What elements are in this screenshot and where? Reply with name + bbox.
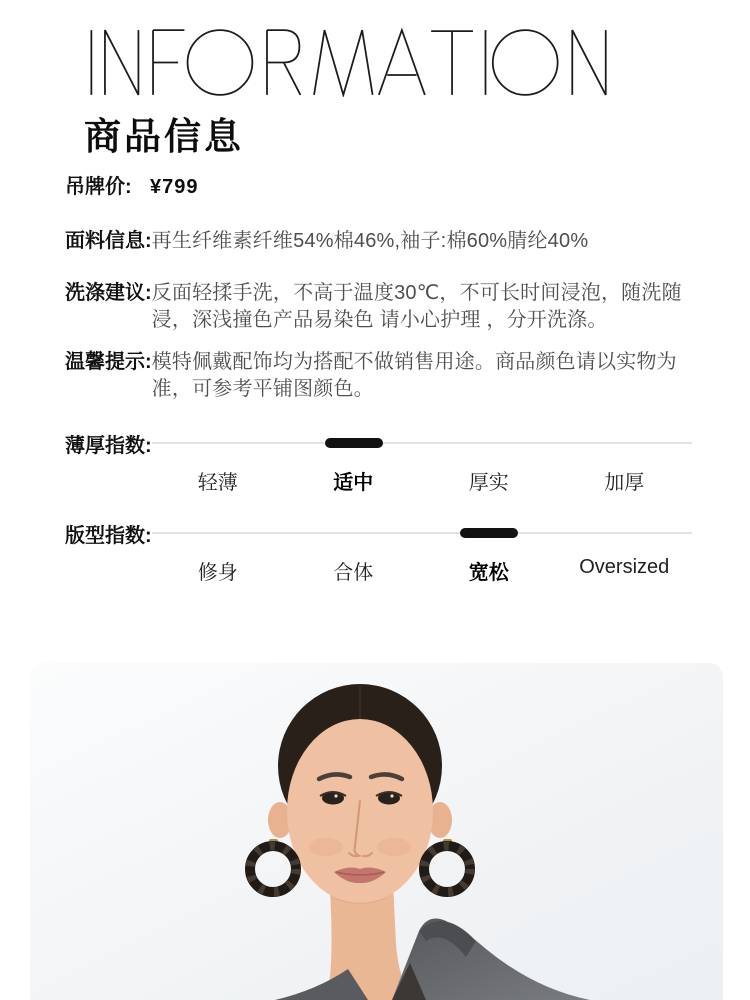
headline-en (86, 28, 609, 102)
info-rows (65, 174, 692, 428)
slider-active-bar (325, 438, 383, 448)
info-row (65, 174, 692, 201)
slider-line (152, 532, 692, 534)
slider-option: 厚实 (468, 472, 509, 494)
slider-option: 加厚 (604, 472, 645, 494)
slider-line (152, 442, 692, 444)
slider-option: 适中 (333, 472, 374, 494)
info-row (65, 280, 692, 334)
slider-label: 薄厚指数: (65, 434, 152, 457)
slider-option: 修身 (197, 562, 238, 584)
info-row-value: 模特佩戴配饰均为搭配不做销售用途。商品颜色请以实物为准，可参考平铺图颜色。 (151, 351, 677, 400)
slider-options (150, 556, 692, 585)
info-row-label: 洗涤建议: (65, 282, 152, 304)
slider-active-bar (460, 528, 518, 538)
slider-track (152, 528, 692, 538)
info-row-value: 再生纤维素纤维54%棉46%,袖子:棉60%腈纶40% (151, 230, 589, 252)
model-photo (30, 663, 723, 1000)
index-slider (65, 519, 692, 585)
info-row-label: 温馨提示: (65, 351, 152, 373)
info-row-label: 吊牌价: (65, 176, 132, 198)
index-slider (65, 429, 692, 495)
slider-options (150, 466, 692, 495)
info-row-value: 反面轻揉手洗，不高于温度30℃，不可长时间浸泡，随洗随浸，深浅撞色产品易染色 请小心护理 ，分开洗涤。 (151, 282, 682, 331)
info-row-label: 面料信息: (65, 230, 152, 252)
info-row (65, 228, 692, 255)
slider-option: 轻薄 (197, 472, 238, 494)
slider-label: 版型指数: (65, 524, 152, 547)
index-sliders (65, 429, 692, 609)
info-row-value: ¥799 (150, 176, 199, 198)
info-row (65, 349, 692, 403)
slider-option: 合体 (333, 562, 374, 584)
model-portrait-art (30, 663, 723, 1000)
slider-option: Oversized (579, 556, 670, 578)
slider-track (152, 438, 692, 448)
slider-option: 宽松 (468, 562, 509, 584)
model-face (287, 719, 433, 903)
headline-letters (86, 28, 609, 97)
page-title: 商品信息 (84, 116, 244, 157)
